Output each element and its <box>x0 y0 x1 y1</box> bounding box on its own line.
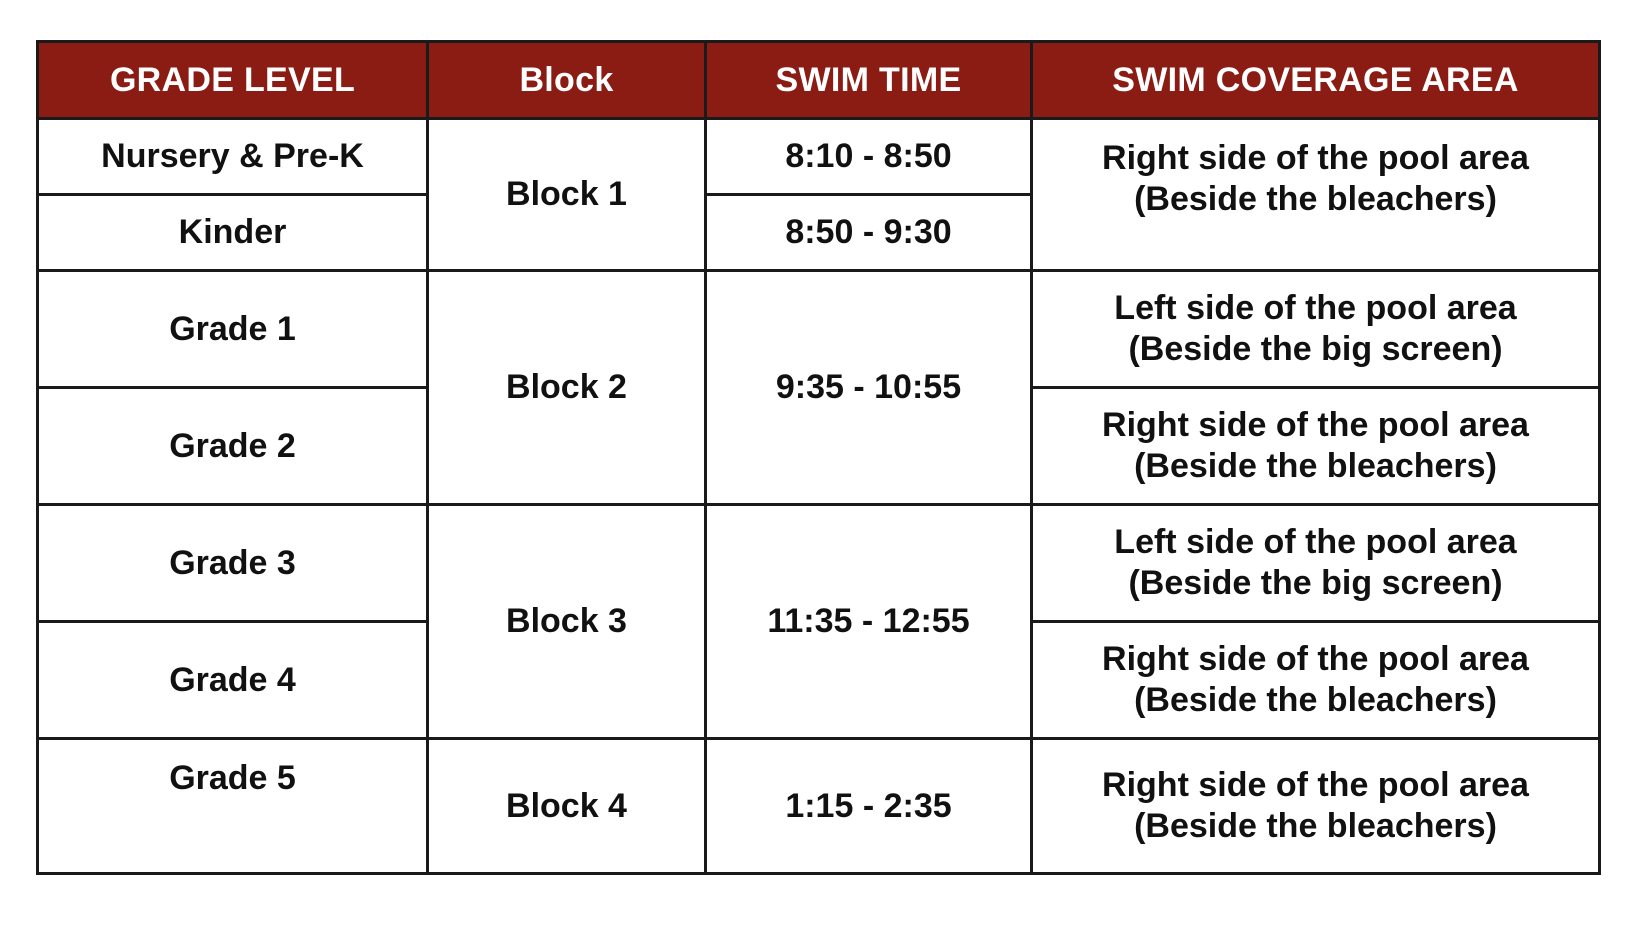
block-cell: Block 2 <box>428 271 706 505</box>
grade-cell: Kinder <box>38 195 428 271</box>
table-row-grade3 <box>38 505 1600 622</box>
grade-cell: Grade 4 <box>38 622 428 739</box>
coverage-area-line1: Right side of the pool area <box>1102 640 1529 678</box>
table-row-nursery <box>38 119 1600 195</box>
time-cell: 11:35 - 12:55 <box>706 505 1032 739</box>
time-cell: 8:50 - 9:30 <box>706 195 1032 271</box>
grade-cell: Grade 5 <box>38 739 428 874</box>
header-swim-coverage-area: SWIM COVERAGE AREA <box>1032 42 1600 119</box>
block-cell: Block 4 <box>428 739 706 874</box>
coverage-area-line1: Left side of the pool area <box>1114 523 1517 561</box>
coverage-area-line2: (Beside the big screen) <box>1128 564 1503 602</box>
coverage-area-line2: (Beside the bleachers) <box>1134 681 1497 719</box>
grade-cell: Grade 3 <box>38 505 428 622</box>
coverage-area-line1: Right side of the pool area <box>1102 766 1529 804</box>
header-block: Block <box>428 42 706 119</box>
header-row <box>38 42 1600 119</box>
coverage-area-cell <box>1032 622 1600 739</box>
coverage-area-cell <box>1032 739 1600 874</box>
grade-cell: Grade 2 <box>38 388 428 505</box>
block-cell: Block 3 <box>428 505 706 739</box>
coverage-area-cell <box>1032 505 1600 622</box>
coverage-area-line1: Left side of the pool area <box>1114 289 1517 327</box>
header-swim-time: SWIM TIME <box>706 42 1032 119</box>
coverage-area-line2: (Beside the bleachers) <box>1134 807 1497 845</box>
time-cell: 8:10 - 8:50 <box>706 119 1032 195</box>
coverage-area-line1: Right side of the pool area <box>1102 139 1529 177</box>
coverage-area-line2: (Beside the big screen) <box>1128 330 1503 368</box>
header-grade-level: GRADE LEVEL <box>38 42 428 119</box>
coverage-area-line2: (Beside the bleachers) <box>1134 180 1497 218</box>
swim-schedule-table <box>36 40 1601 875</box>
coverage-area-line2: (Beside the bleachers) <box>1134 447 1497 485</box>
coverage-area-cell <box>1032 119 1600 271</box>
coverage-area-cell <box>1032 271 1600 388</box>
time-cell: 9:35 - 10:55 <box>706 271 1032 505</box>
grade-cell: Grade 1 <box>38 271 428 388</box>
time-cell: 1:15 - 2:35 <box>706 739 1032 874</box>
coverage-area-line1: Right side of the pool area <box>1102 406 1529 444</box>
grade-cell: Nursery & Pre-K <box>38 119 428 195</box>
swim-schedule <box>36 40 1598 875</box>
coverage-area-cell <box>1032 388 1600 505</box>
block-cell: Block 1 <box>428 119 706 271</box>
table-row-grade1 <box>38 271 1600 388</box>
table-row-grade5 <box>38 739 1600 874</box>
